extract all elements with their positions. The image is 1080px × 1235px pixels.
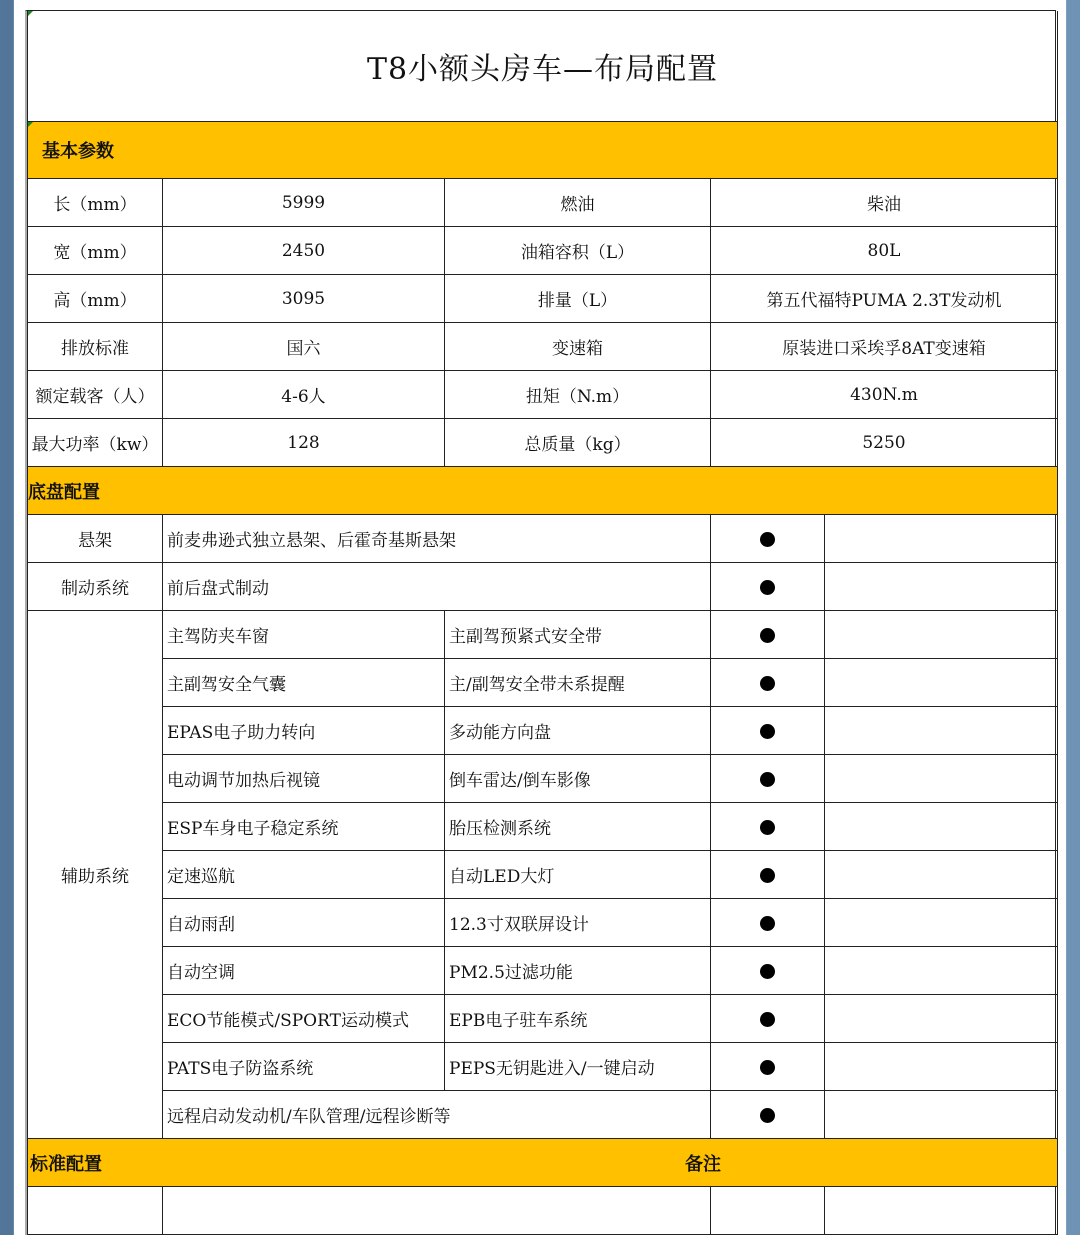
- included-dot-icon: [760, 532, 775, 547]
- included-cell[interactable]: [711, 515, 825, 563]
- table-row: [28, 419, 1058, 467]
- assist-category[interactable]: 辅助系统: [28, 611, 163, 1139]
- assist-feature[interactable]: 电动调节加热后视镜: [163, 755, 445, 803]
- title-row: [28, 11, 1058, 122]
- assist-feature[interactable]: 远程启动发动机/车队管理/远程诊断等: [163, 1091, 711, 1139]
- param-value[interactable]: 430N.m: [711, 371, 1058, 419]
- param-value[interactable]: 80L: [711, 227, 1058, 275]
- assist-feature[interactable]: 主副驾预紧式安全带: [445, 611, 711, 659]
- section-standard-label: 标准配置: [30, 1153, 102, 1175]
- param-value[interactable]: 第五代福特PUMA 2.3T发动机: [711, 275, 1058, 323]
- assist-feature[interactable]: 胎压检测系统: [445, 803, 711, 851]
- param-label[interactable]: 排放标准: [28, 323, 163, 371]
- assist-feature[interactable]: PATS电子防盗系统: [163, 1043, 445, 1091]
- table-row: [28, 515, 1058, 563]
- table-row: [28, 1091, 1058, 1139]
- assist-feature[interactable]: ESP车身电子稳定系统: [163, 803, 445, 851]
- included-cell[interactable]: [711, 1091, 825, 1139]
- assist-feature[interactable]: 12.3寸双联屏设计: [445, 899, 711, 947]
- chassis-feature[interactable]: 前麦弗逊式独立悬架、后霍奇基斯悬架: [163, 515, 711, 563]
- empty-cell[interactable]: [163, 1187, 711, 1235]
- assist-feature[interactable]: 自动LED大灯: [445, 851, 711, 899]
- remark-cell[interactable]: [825, 563, 1058, 611]
- included-dot-icon: [760, 772, 775, 787]
- param-value[interactable]: 柴油: [711, 179, 1058, 227]
- remark-cell[interactable]: [825, 803, 1058, 851]
- table-row: [28, 755, 1058, 803]
- remark-cell[interactable]: [825, 707, 1058, 755]
- section-chassis-label: 底盘配置: [28, 481, 100, 503]
- remark-cell[interactable]: [825, 851, 1058, 899]
- table-row: [28, 275, 1058, 323]
- table-row: [28, 851, 1058, 899]
- assist-feature[interactable]: PM2.5过滤功能: [445, 947, 711, 995]
- remark-cell[interactable]: [825, 611, 1058, 659]
- table-row: [28, 707, 1058, 755]
- included-dot-icon: [760, 820, 775, 835]
- param-label[interactable]: 变速箱: [445, 323, 711, 371]
- param-value[interactable]: 5999: [163, 179, 445, 227]
- param-label[interactable]: 燃油: [445, 179, 711, 227]
- included-dot-icon: [760, 916, 775, 931]
- included-cell[interactable]: [711, 707, 825, 755]
- assist-feature[interactable]: 自动空调: [163, 947, 445, 995]
- included-dot-icon: [760, 1108, 775, 1123]
- param-value[interactable]: 5250: [711, 419, 1058, 467]
- remark-cell[interactable]: [825, 755, 1058, 803]
- included-cell[interactable]: [711, 1043, 825, 1091]
- table-row: [28, 995, 1058, 1043]
- cell-comment-marker-icon: [28, 122, 33, 127]
- assist-feature[interactable]: 自动雨刮: [163, 899, 445, 947]
- param-value[interactable]: 4-6人: [163, 371, 445, 419]
- empty-cell[interactable]: [711, 1187, 825, 1235]
- assist-feature[interactable]: 定速巡航: [163, 851, 445, 899]
- table-row: [28, 1043, 1058, 1091]
- table-row: [28, 371, 1058, 419]
- sheet-title: T8小额头房车—布局配置: [366, 52, 719, 87]
- assist-feature[interactable]: 主/副驾安全带未系提醒: [445, 659, 711, 707]
- assist-feature[interactable]: 多动能方向盘: [445, 707, 711, 755]
- param-label[interactable]: 扭矩（N.m）: [445, 371, 711, 419]
- chassis-feature[interactable]: 前后盘式制动: [163, 563, 711, 611]
- param-label[interactable]: 油箱容积（L）: [445, 227, 711, 275]
- section-basic-cell[interactable]: [28, 122, 1058, 179]
- assist-feature[interactable]: 倒车雷达/倒车影像: [445, 755, 711, 803]
- section-chassis-cell[interactable]: [28, 467, 1058, 515]
- included-cell[interactable]: [711, 995, 825, 1043]
- chassis-category[interactable]: 制动系统: [28, 563, 163, 611]
- included-cell[interactable]: [711, 563, 825, 611]
- included-dot-icon: [760, 1060, 775, 1075]
- param-value[interactable]: 128: [163, 419, 445, 467]
- included-dot-icon: [760, 724, 775, 739]
- empty-cell[interactable]: [825, 1187, 1058, 1235]
- chassis-category[interactable]: 悬架: [28, 515, 163, 563]
- assist-feature[interactable]: 主副驾安全气囊: [163, 659, 445, 707]
- included-cell[interactable]: [711, 611, 825, 659]
- assist-feature[interactable]: EPAS电子助力转向: [163, 707, 445, 755]
- table-row: [28, 611, 1058, 659]
- table-row: [28, 323, 1058, 371]
- included-dot-icon: [760, 676, 775, 691]
- sheet-title-cell[interactable]: [28, 11, 1058, 122]
- section-basic-label: 基本参数: [42, 141, 114, 162]
- remark-cell[interactable]: [825, 947, 1058, 995]
- included-dot-icon: [760, 964, 775, 979]
- param-label[interactable]: 排量（L）: [445, 275, 711, 323]
- table-row: [28, 179, 1058, 227]
- remark-cell[interactable]: [825, 995, 1058, 1043]
- table-row: [28, 563, 1058, 611]
- remark-cell[interactable]: [825, 899, 1058, 947]
- included-cell[interactable]: [711, 851, 825, 899]
- spec-sheet: [25, 10, 1056, 1235]
- section-standard-note: 备注: [685, 1153, 721, 1175]
- section-header-basic: [28, 122, 1058, 179]
- included-dot-icon: [760, 1012, 775, 1027]
- included-cell[interactable]: [711, 899, 825, 947]
- included-cell[interactable]: [711, 803, 825, 851]
- included-cell[interactable]: [711, 947, 825, 995]
- table-row: [28, 1187, 1058, 1235]
- included-cell[interactable]: [711, 755, 825, 803]
- param-label[interactable]: 长（mm）: [28, 179, 163, 227]
- assist-feature[interactable]: 主驾防夹车窗: [163, 611, 445, 659]
- param-value[interactable]: 国六: [163, 323, 445, 371]
- param-label[interactable]: 高（mm）: [28, 275, 163, 323]
- param-label[interactable]: 最大功率（kw）: [28, 419, 163, 467]
- remark-cell[interactable]: [825, 515, 1058, 563]
- remark-cell[interactable]: [825, 659, 1058, 707]
- table-row: [28, 899, 1058, 947]
- empty-cell[interactable]: [28, 1187, 163, 1235]
- table-row: [28, 947, 1058, 995]
- included-dot-icon: [760, 628, 775, 643]
- included-dot-icon: [760, 580, 775, 595]
- table-row: [28, 803, 1058, 851]
- config-table: [27, 11, 1058, 1235]
- remark-cell[interactable]: [825, 1043, 1058, 1091]
- included-cell[interactable]: [711, 659, 825, 707]
- param-value[interactable]: 2450: [163, 227, 445, 275]
- table-row: [28, 227, 1058, 275]
- param-label[interactable]: 额定载客（人）: [28, 371, 163, 419]
- remark-cell[interactable]: [825, 1091, 1058, 1139]
- assist-feature[interactable]: EPB电子驻车系统: [445, 995, 711, 1043]
- assist-feature[interactable]: ECO节能模式/SPORT运动模式: [163, 995, 445, 1043]
- included-dot-icon: [760, 868, 775, 883]
- param-label[interactable]: 宽（mm）: [28, 227, 163, 275]
- assist-feature[interactable]: PEPS无钥匙进入/一键启动: [445, 1043, 711, 1091]
- cell-comment-marker-icon: [28, 11, 33, 16]
- param-value[interactable]: 3095: [163, 275, 445, 323]
- section-header-chassis: [28, 467, 1058, 515]
- table-row: [28, 659, 1058, 707]
- param-value[interactable]: 原装进口采埃孚8AT变速箱: [711, 323, 1058, 371]
- section-header-standard: [28, 1139, 1058, 1187]
- section-standard-cell[interactable]: [28, 1139, 1058, 1187]
- param-label[interactable]: 总质量（kg）: [445, 419, 711, 467]
